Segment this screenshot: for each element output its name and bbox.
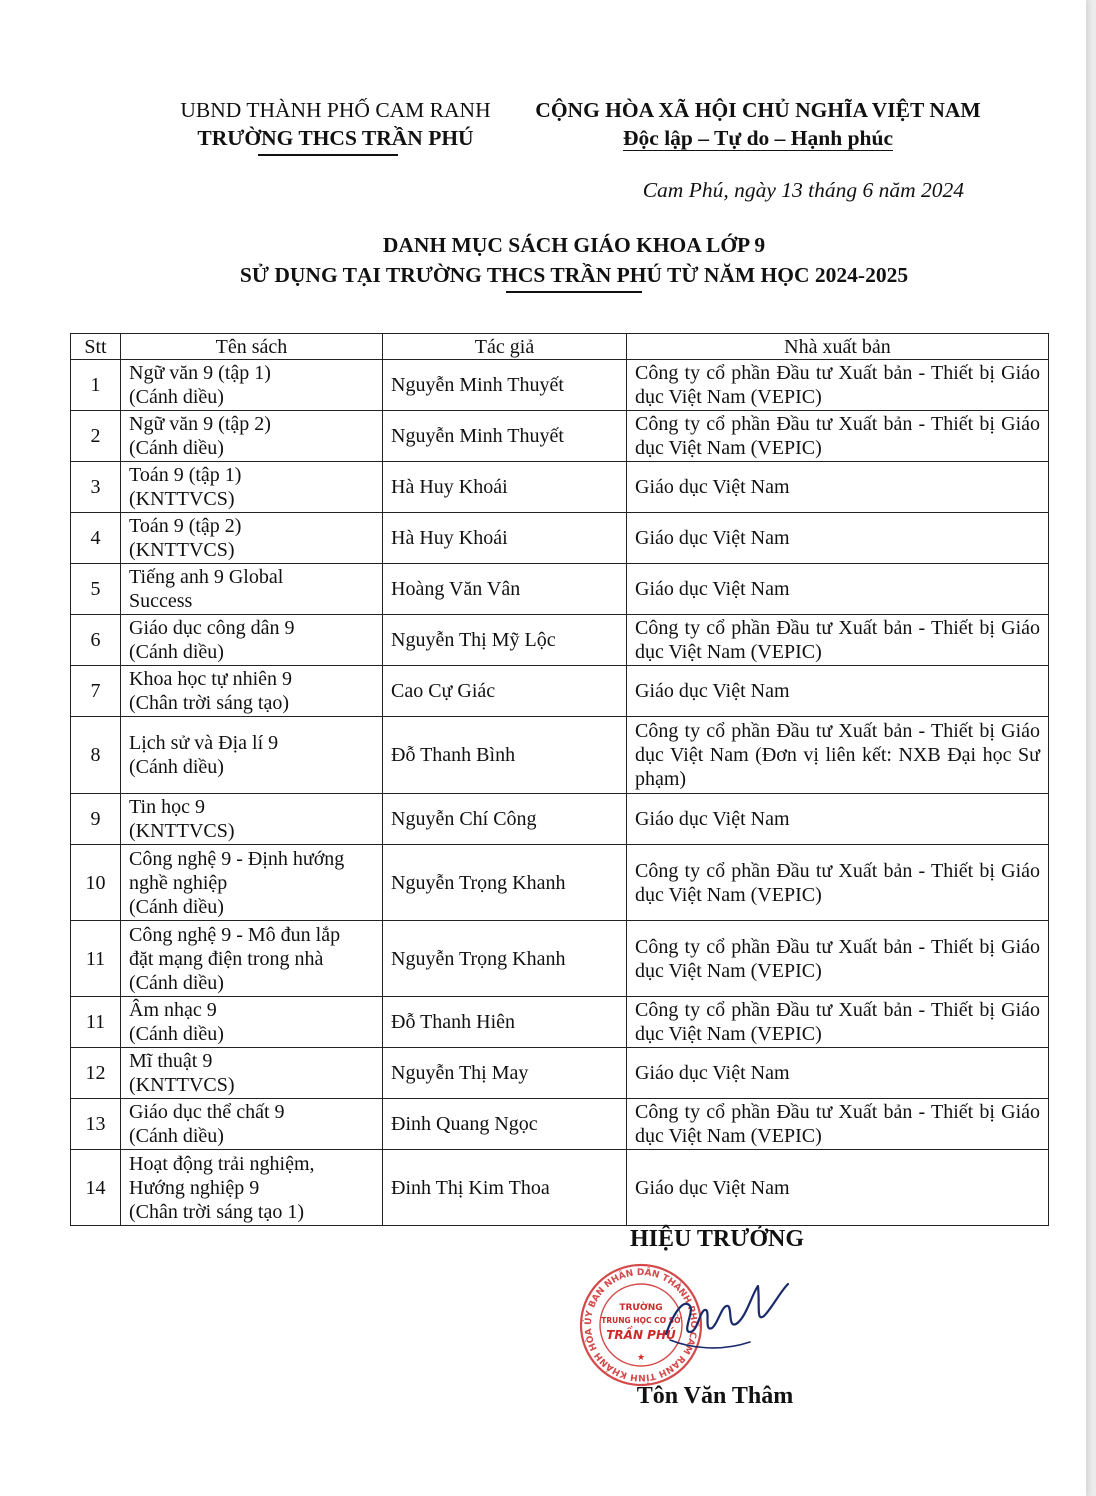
table-row — [71, 462, 1049, 513]
book-title-cell: Toán 9 (tập 2) (KNTTVCS) — [121, 513, 383, 564]
table-row — [71, 564, 1049, 615]
table-row — [71, 666, 1049, 717]
table-row — [71, 997, 1049, 1048]
author-cell: Hoàng Văn Vân — [383, 564, 627, 615]
issuer-authority: UBND THÀNH PHỐ CAM RANH — [180, 98, 491, 122]
author-cell: Nguyễn Minh Thuyết — [383, 411, 627, 462]
publisher-cell: Công ty cổ phần Đầu tư Xuất bản - Thiết bị Giáo dục Việt Nam (VEPIC) — [627, 845, 1049, 921]
issuer-header — [148, 96, 523, 152]
author-cell: Nguyễn Chí Công — [383, 794, 627, 845]
book-title-cell: Công nghệ 9 - Định hướng nghề nghiệp (Cánh diều) — [121, 845, 383, 921]
book-title-cell: Hoạt động trải nghiệm, Hướng nghiệp 9 (Chân trời sáng tạo 1) — [121, 1150, 383, 1226]
stt-cell: 6 — [71, 615, 121, 666]
publisher-cell: Công ty cổ phần Đầu tư Xuất bản - Thiết bị Giáo dục Việt Nam (VEPIC) — [627, 411, 1049, 462]
book-title-cell: Ngữ văn 9 (tập 1) (Cánh diều) — [121, 360, 383, 411]
stt-cell: 4 — [71, 513, 121, 564]
author-cell: Nguyễn Minh Thuyết — [383, 360, 627, 411]
header-author: Tác giả — [383, 334, 627, 360]
star-icon: ★ — [636, 1353, 646, 1363]
stt-cell: 2 — [71, 411, 121, 462]
book-title-cell: Ngữ văn 9 (tập 2) (Cánh diều) — [121, 411, 383, 462]
stt-cell: 12 — [71, 1048, 121, 1099]
publisher-cell: Giáo dục Việt Nam — [627, 1150, 1049, 1226]
title-line-1: DANH MỤC SÁCH GIÁO KHOA LỚP 9 — [382, 233, 766, 257]
publisher-cell: Giáo dục Việt Nam — [627, 1048, 1049, 1099]
book-title-cell: Khoa học tự nhiên 9 (Chân trời sáng tạo) — [121, 666, 383, 717]
book-title-cell: Công nghệ 9 - Mô đun lắp đặt mạng điện trong nhà (Cánh diều) — [121, 921, 383, 997]
author-cell: Đinh Thị Kim Thoa — [383, 1150, 627, 1226]
table-row — [71, 513, 1049, 564]
signer-name: Tôn Văn Thâm — [636, 1383, 794, 1409]
publisher-cell: Giáo dục Việt Nam — [627, 794, 1049, 845]
signer-title: HIỆU TRƯỞNG — [629, 1226, 805, 1252]
table-row — [71, 1048, 1049, 1099]
table-row — [71, 360, 1049, 411]
table-row — [71, 794, 1049, 845]
stt-cell: 5 — [71, 564, 121, 615]
book-title-cell: Tin học 9 (KNTTVCS) — [121, 794, 383, 845]
issuer-underline — [258, 154, 398, 156]
stt-cell: 13 — [71, 1099, 121, 1150]
stamp-line-3: TRẦN PHÚ — [606, 1328, 676, 1342]
title-underline — [506, 291, 642, 293]
publisher-cell: Giáo dục Việt Nam — [627, 564, 1049, 615]
book-title-cell: Tiếng anh 9 Global Success — [121, 564, 383, 615]
table-row — [71, 845, 1049, 921]
author-cell: Nguyễn Trọng Khanh — [383, 845, 627, 921]
publisher-cell: Công ty cổ phần Đầu tư Xuất bản - Thiết bị Giáo dục Việt Nam (VEPIC) — [627, 1099, 1049, 1150]
publisher-cell: Giáo dục Việt Nam — [627, 666, 1049, 717]
author-cell: Nguyễn Thị May — [383, 1048, 627, 1099]
author-cell: Hà Huy Khoái — [383, 462, 627, 513]
stt-cell: 10 — [71, 845, 121, 921]
book-title-cell: Giáo dục thể chất 9 (Cánh diều) — [121, 1099, 383, 1150]
publisher-cell: Giáo dục Việt Nam — [627, 513, 1049, 564]
textbook-table — [70, 333, 1049, 1226]
document-title — [70, 230, 1078, 290]
national-motto: Độc lập – Tự do – Hạnh phúc — [623, 126, 893, 150]
author-cell: Cao Cự Giác — [383, 666, 627, 717]
stt-cell: 7 — [71, 666, 121, 717]
stt-cell: 3 — [71, 462, 121, 513]
table-row — [71, 921, 1049, 997]
author-cell: Đỗ Thanh Bình — [383, 717, 627, 794]
publisher-cell: Công ty cổ phần Đầu tư Xuất bản - Thiết bị Giáo dục Việt Nam (VEPIC) — [627, 360, 1049, 411]
publisher-cell: Giáo dục Việt Nam — [627, 462, 1049, 513]
header-book: Tên sách — [121, 334, 383, 360]
national-header — [524, 96, 992, 152]
table-header-row — [71, 334, 1049, 360]
book-title-cell: Giáo dục công dân 9 (Cánh diều) — [121, 615, 383, 666]
issuer-school: TRƯỜNG THCS TRẦN PHÚ — [197, 126, 474, 150]
table-row — [71, 717, 1049, 794]
publisher-cell: Công ty cổ phần Đầu tư Xuất bản - Thiết bị Giáo dục Việt Nam (VEPIC) — [627, 615, 1049, 666]
publisher-cell: Công ty cổ phần Đầu tư Xuất bản - Thiết bị Giáo dục Việt Nam (Đơn vị liên kết: NXB Đại học Sư phạm) — [627, 717, 1049, 794]
stt-cell: 9 — [71, 794, 121, 845]
title-line-2: SỬ DỤNG TẠI TRƯỜNG THCS TRẦN PHÚ TỪ NĂM HỌC 2024-2025 — [239, 263, 909, 287]
stt-cell: 11 — [71, 997, 121, 1048]
national-name: CỘNG HÒA XÃ HỘI CHỦ NGHĨA VIỆT NAM — [535, 98, 981, 122]
stamp-ring-text: ỦY BAN NHÂN DÂN THÀNH PHỐ CAM RANH TỈNH KHÁNH HÒA — [583, 1267, 699, 1383]
table-row — [71, 615, 1049, 666]
stt-cell: 11 — [71, 921, 121, 997]
book-title-cell: Lịch sử và Địa lí 9 (Cánh diều) — [121, 717, 383, 794]
book-title-cell: Toán 9 (tập 1) (KNTTVCS) — [121, 462, 383, 513]
author-cell: Nguyễn Thị Mỹ Lộc — [383, 615, 627, 666]
book-title-cell: Mĩ thuật 9 (KNTTVCS) — [121, 1048, 383, 1099]
document-date: Cam Phú, ngày 13 tháng 6 năm 2024 — [642, 178, 964, 202]
principal-signature — [660, 1276, 810, 1366]
author-cell: Hà Huy Khoái — [383, 513, 627, 564]
stamp-line-2: TRUNG HỌC CƠ SỞ — [601, 1316, 681, 1325]
stt-cell: 1 — [71, 360, 121, 411]
book-title-cell: Âm nhạc 9 (Cánh diều) — [121, 997, 383, 1048]
stamp-line-1: TRƯỜNG — [619, 1303, 663, 1313]
table-row — [71, 411, 1049, 462]
publisher-cell: Công ty cổ phần Đầu tư Xuất bản - Thiết bị Giáo dục Việt Nam (VEPIC) — [627, 921, 1049, 997]
stt-cell: 8 — [71, 717, 121, 794]
header-publisher: Nhà xuất bản — [627, 334, 1049, 360]
header-stt: Stt — [71, 334, 121, 360]
stt-cell: 14 — [71, 1150, 121, 1226]
author-cell: Đinh Quang Ngọc — [383, 1099, 627, 1150]
table-row — [71, 1150, 1049, 1226]
publisher-cell: Công ty cổ phần Đầu tư Xuất bản - Thiết bị Giáo dục Việt Nam (VEPIC) — [627, 997, 1049, 1048]
table-row — [71, 1099, 1049, 1150]
author-cell: Nguyễn Trọng Khanh — [383, 921, 627, 997]
author-cell: Đỗ Thanh Hiên — [383, 997, 627, 1048]
